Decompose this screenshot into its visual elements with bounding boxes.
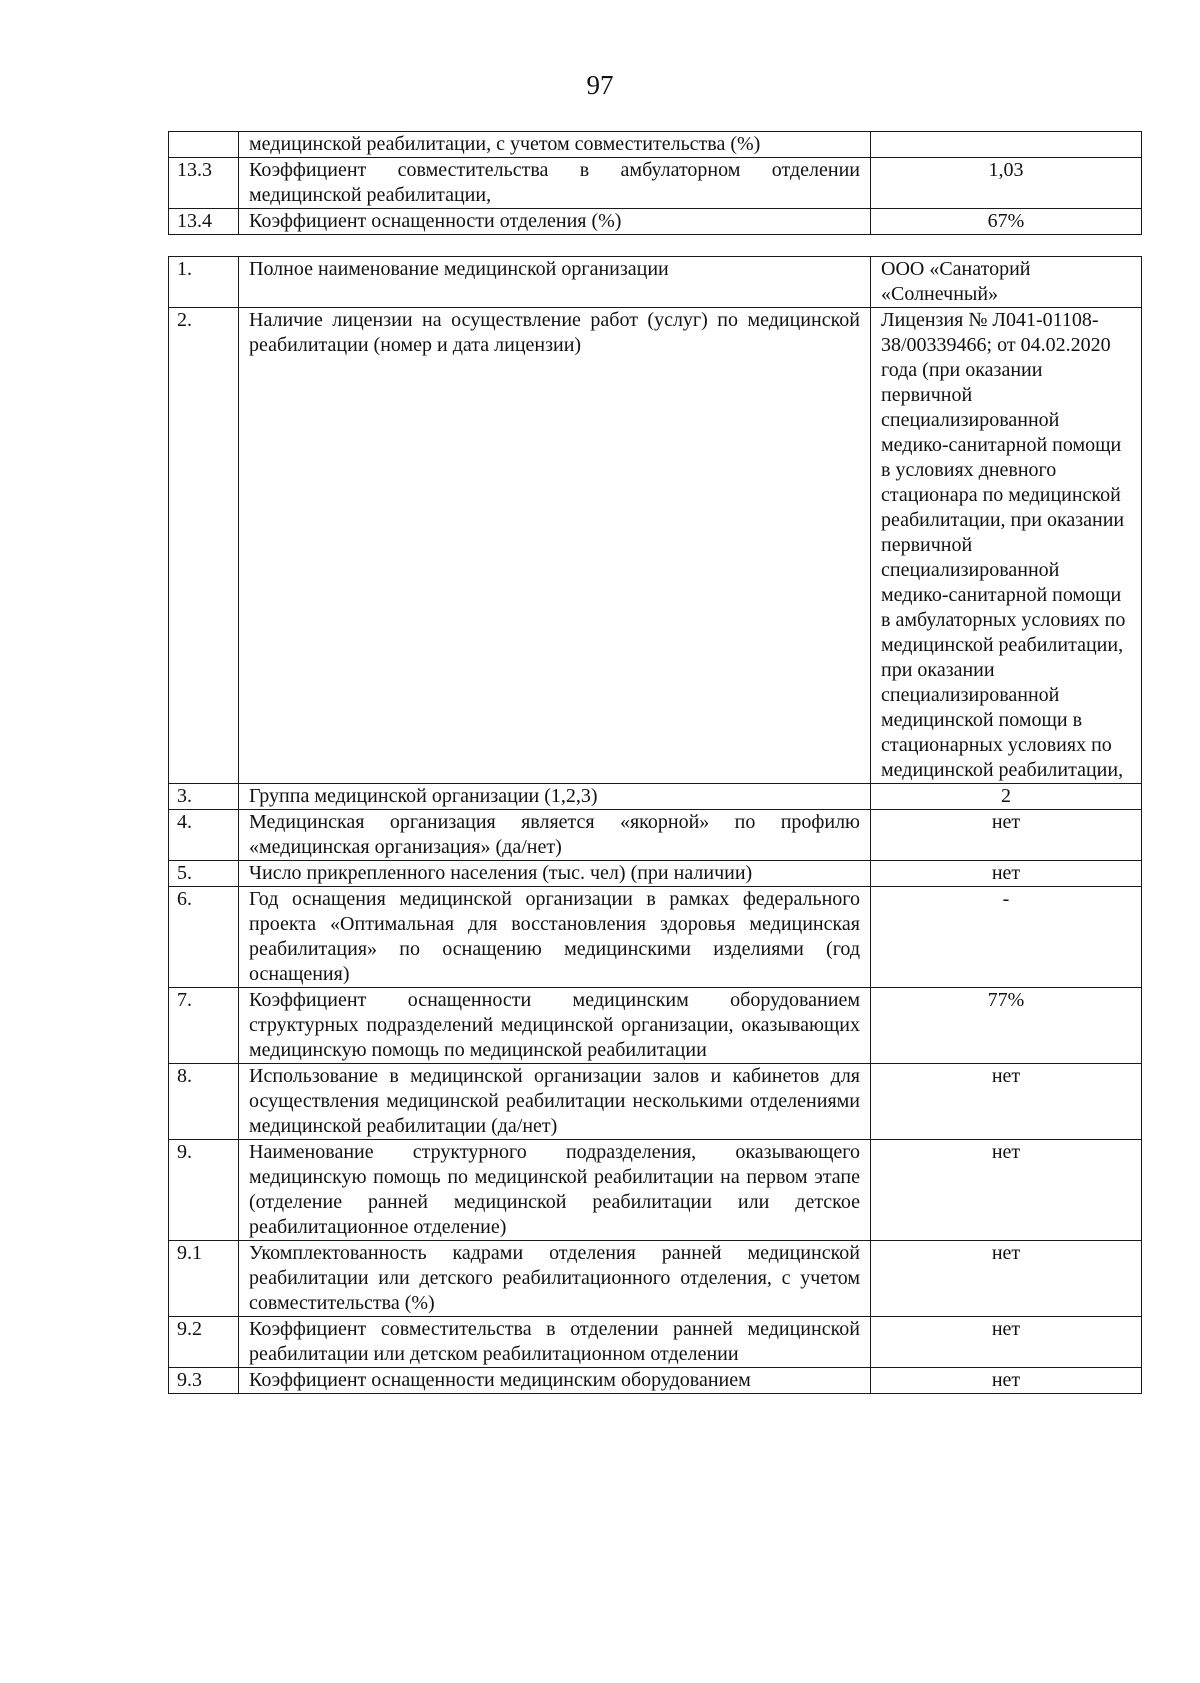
table-row [169,887,1142,988]
row-value: нет [871,1064,1142,1140]
row-value: нет [871,810,1142,861]
table-row [169,861,1142,887]
table-row [169,1140,1142,1241]
row-description: Полное наименование медицинской организации [239,257,871,308]
row-description: Укомплектованность кадрами отделения ранней медицинской реабилитации или детского реабилитационного отделения, с учетом совместительства (%) [239,1241,871,1317]
row-value: - [871,887,1142,988]
table-row [169,1317,1142,1368]
row-number: 9.2 [169,1317,239,1368]
row-number: 9. [169,1140,239,1241]
row-number: 3. [169,784,239,810]
row-description: Использование в медицинской организации залов и кабинетов для осуществления медицинской реабилитации несколькими отделениями медицинской реабилитации (да/нет) [239,1064,871,1140]
table-row [169,988,1142,1064]
row-value: нет [871,1368,1142,1394]
table-row [169,257,1142,308]
row-description: Группа медицинской организации (1,2,3) [239,784,871,810]
row-value: нет [871,1140,1142,1241]
row-number: 9.3 [169,1368,239,1394]
row-description: Медицинская организация является «якорной» по профилю «медицинская организация» (да/нет) [239,810,871,861]
row-number: 4. [169,810,239,861]
row-number: 5. [169,861,239,887]
row-value: Лицензия № Л041-01108-38/00339466; от 04.02.2020 года (при оказании первичной специализированной медико-санитарной помощи в условиях дневного стационара по медицинской реабилитации, при оказании первичной специализированной медико-санитарной помощи в амбулаторных условиях по медицинской реабилитации, при оказании специализированной медицинской помощи в стационарных условиях по медицинской реабилитации, [871,308,1142,784]
table-row [169,1241,1142,1317]
table-row [169,132,1142,158]
row-number: 6. [169,887,239,988]
row-description: медицинской реабилитации, с учетом совместительства (%) [239,132,871,158]
table-row [169,1064,1142,1140]
row-description: Коэффициент оснащенности медицинским оборудованием структурных подразделений медицинской организации, оказывающих медицинскую помощь по медицинской реабилитации [239,988,871,1064]
row-value: нет [871,1241,1142,1317]
continuation-table [168,131,1142,235]
table-row [169,308,1142,784]
row-value: нет [871,1317,1142,1368]
table-row [169,784,1142,810]
row-description: Коэффициент оснащенности отделения (%) [239,209,871,235]
row-description: Коэффициент оснащенности медицинским оборудованием [239,1368,871,1394]
row-number: 8. [169,1064,239,1140]
row-number: 7. [169,988,239,1064]
row-description: Наличие лицензии на осуществление работ (услуг) по медицинской реабилитации (номер и дата лицензии) [239,308,871,784]
row-number [169,132,239,158]
row-value: нет [871,861,1142,887]
row-number: 13.3 [169,158,239,209]
organization-info-table [168,256,1142,1394]
table-row [169,158,1142,209]
row-number: 1. [169,257,239,308]
table-row [169,810,1142,861]
page-number: 97 [586,70,614,100]
row-number: 2. [169,308,239,784]
row-value: 67% [871,209,1142,235]
table-row [169,1368,1142,1394]
row-description: Коэффициент совместительства в отделении ранней медицинской реабилитации или детском реабилитационном отделении [239,1317,871,1368]
row-description: Коэффициент совместительства в амбулаторном отделении медицинской реабилитации, [239,158,871,209]
row-value: 2 [871,784,1142,810]
row-value: 1,03 [871,158,1142,209]
row-value [871,132,1142,158]
row-value: ООО «Санаторий «Солнечный» [871,257,1142,308]
table-row [169,209,1142,235]
row-description: Год оснащения медицинской организации в рамках федерального проекта «Оптимальная для восстановления здоровья медицинская реабилитация» по оснащению медицинскими изделиями (год оснащения) [239,887,871,988]
row-value: 77% [871,988,1142,1064]
row-number: 9.1 [169,1241,239,1317]
row-description: Число прикрепленного населения (тыс. чел) (при наличии) [239,861,871,887]
row-number: 13.4 [169,209,239,235]
row-description: Наименование структурного подразделения, оказывающего медицинскую помощь по медицинской реабилитации на первом этапе (отделение ранней медицинской реабилитации или детское реабилитационное отделение) [239,1140,871,1241]
